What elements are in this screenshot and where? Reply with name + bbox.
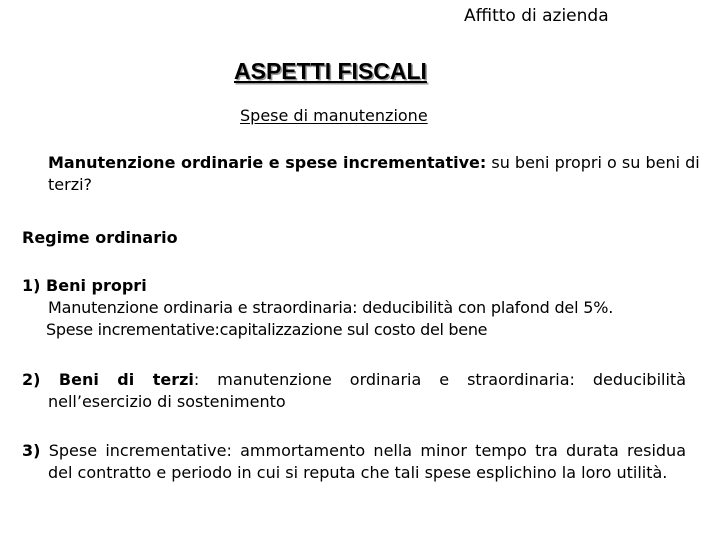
page-title: ASPETTI FISCALI [234,58,427,84]
section-2 [22,369,686,413]
section-1 [22,275,702,341]
question-rest: su beni propri o su beni di terzi? [48,153,700,194]
question-paragraph [48,152,708,196]
section-1-line-1: Manutenzione ordinaria e straordinaria: deducibilità con plafond del 5%. [48,298,614,317]
page-subtitle: Spese di manutenzione [240,106,428,125]
section-1-line-2: Spese incrementative:capitalizzazione sul costo del bene [46,320,488,339]
question-bold: Manutenzione ordinarie e spese incrementative: [48,153,487,172]
section-2-number: 2) [22,370,41,389]
section-2-heading: Beni di terzi [40,370,194,389]
section-3 [22,440,686,484]
regime-heading: Regime ordinario [22,228,178,247]
section-3-number: 3) [22,441,41,460]
section-2-text: : manutenzione ordinaria e straordinaria: deducibilità nell’esercizio di sostenimento [48,370,687,411]
section-3-text: Spese incrementative: ammortamento nella minor tempo tra durata residua del contratto e periodo in cui si reputa che tali spese esplichino la loro utilità. [40,441,686,482]
section-1-heading: 1) Beni propri [22,276,147,295]
header-label: Affitto di azienda [464,6,609,26]
